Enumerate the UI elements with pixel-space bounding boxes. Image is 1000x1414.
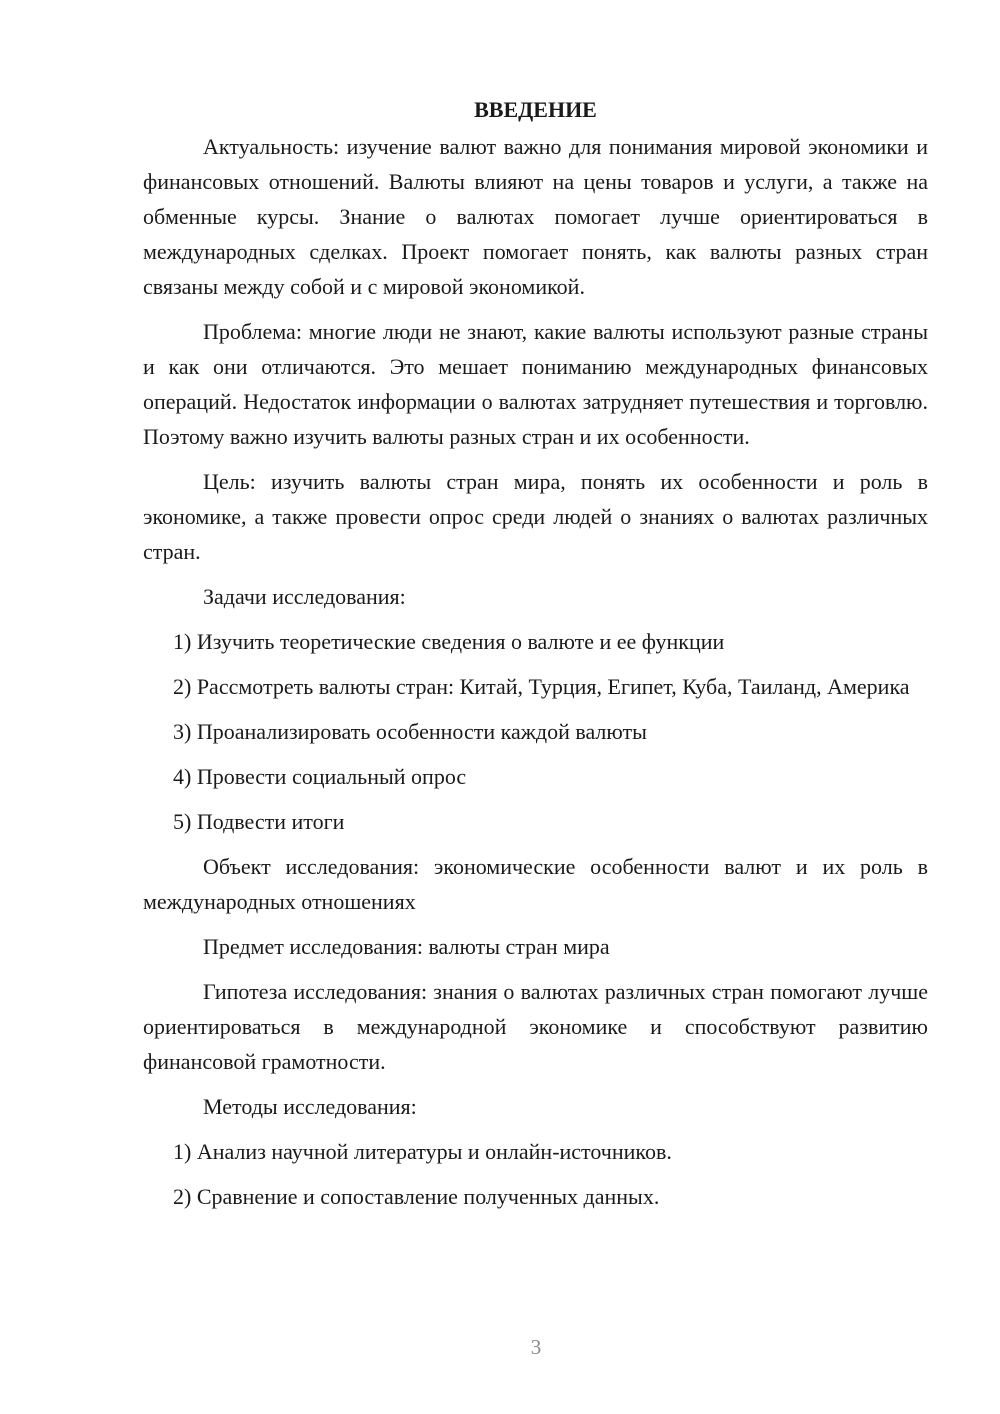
relevance-paragraph: Актуальность: изучение валют важно для понимания мировой экономики и финансовых отношений. Валюты влияют на цены товаров и услуги, а также на обменные курсы. Знание о валютах помогает лучше ориентироваться в международных сделках. Проект помогает понять, как валюты разных стран связаны между собой и с мировой экономикой. [143,134,928,299]
page-number: 3 [530,1335,542,1359]
methods-heading: Методы исследования: [203,1094,417,1119]
method-item: 1) Анализ научной литературы и онлайн-источников. [173,1139,672,1164]
task-item: 5) Подвести итоги [173,809,345,834]
method-item: 2) Сравнение и сопоставление полученных данных. [173,1184,660,1209]
subject-paragraph: Предмет исследования: валюты стран мира [203,934,610,959]
hypothesis-paragraph: Гипотеза исследования: знания о валютах различных стран помогают лучше ориентироваться в международной экономике и способствуют развитию финансовой грамотности. [143,979,928,1074]
section-title: ВВЕДЕНИЕ [474,97,597,122]
problem-paragraph: Проблема: многие люди не знают, какие валюты используют разные страны и как они отличаются. Это мешает пониманию международных финансовых операций. Недостаток информации о валютах затрудняет путешествия и торговлю. Поэтому важно изучить валюты разных стран и их особенности. [143,319,928,449]
task-item: 1) Изучить теоретические сведения о валюте и ее функции [173,629,725,654]
task-item: 4) Провести социальный опрос [173,764,467,789]
tasks-heading: Задачи исследования: [203,584,406,609]
task-item: 3) Проанализировать особенности каждой валюты [173,719,647,744]
goal-paragraph: Цель: изучить валюты стран мира, понять их особенности и роль в экономике, а также провести опрос среди людей о знаниях о валютах различных стран. [143,469,928,564]
task-item: 2) Рассмотреть валюты стран: Китай, Турция, Египет, Куба, Таиланд, Америка [173,674,910,699]
document-page [143,92,928,1224]
object-paragraph: Объект исследования: экономические особенности валют и их роль в международных отношениях [143,854,928,914]
